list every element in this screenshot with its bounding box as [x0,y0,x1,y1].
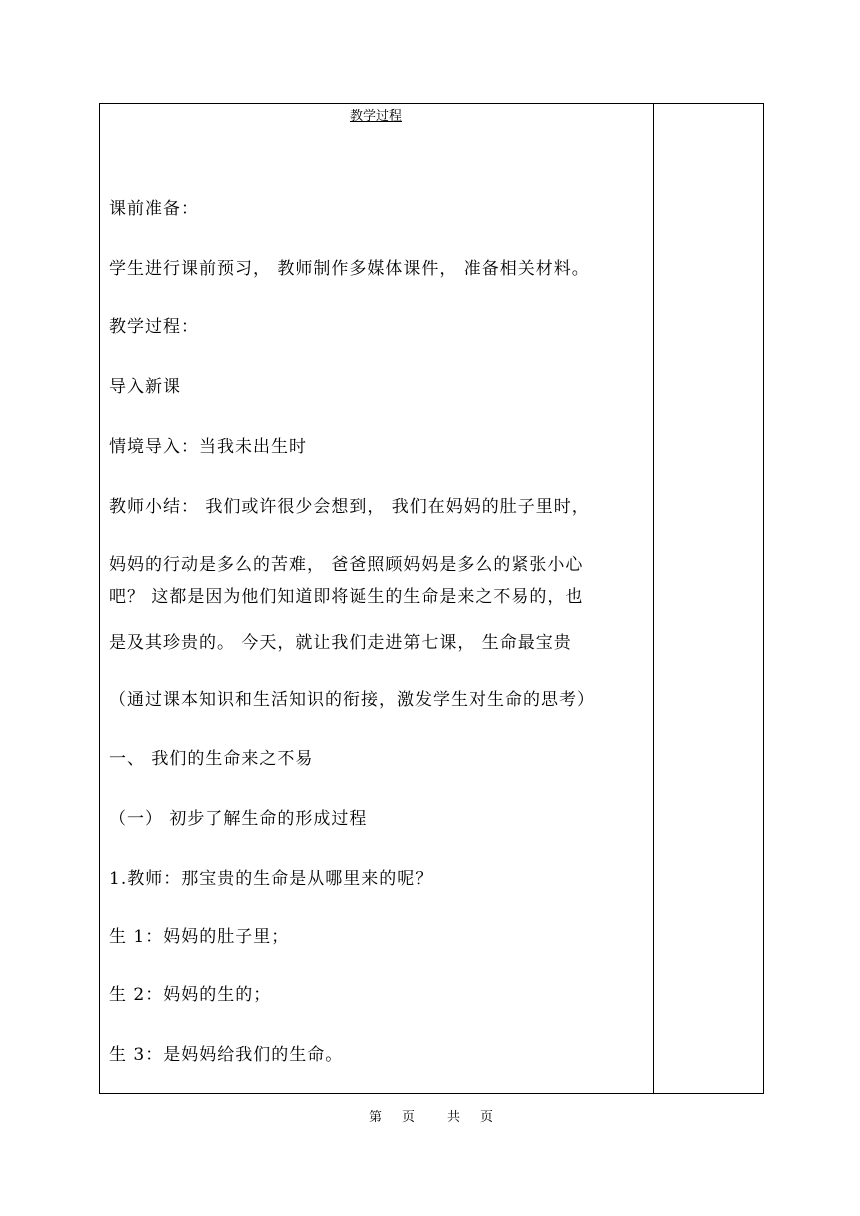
text-line: 1.教师：那宝贵的生命是从哪里来的呢？ [109,869,434,889]
total-label: 共 [447,1110,461,1125]
text-line: 教学过程： [109,317,199,337]
text-line: 一、 我们的生命来之不易 [109,749,314,769]
text-line: （一） 初步了解生命的形成过程 [109,809,368,829]
text-line: 生 3：是妈妈给我们的生命。 [109,1045,344,1065]
text-line: 生 2：妈妈的生的； [109,985,272,1005]
page-label: 第 [369,1110,383,1125]
text-line: 教师小结： 我们或许很少会想到， 我们在妈妈的肚子里时， [109,497,590,517]
text-line: 吧？ 这都是因为他们知道即将诞生的生命是来之不易的，也 [109,587,584,607]
total-unit: 页 [480,1110,494,1125]
page-unit: 页 [402,1110,416,1125]
text-line: 生 1：妈妈的肚子里； [109,927,290,947]
text-line: 妈妈的行动是多么的苦难， 爸爸照顾妈妈是多么的紧张小心 [109,555,584,575]
text-line: 是及其珍贵的。 今天，就让我们走进第七课， 生命最宝贵 [109,633,572,653]
text-line: （通过课本知识和生活知识的衔接，激发学生对生命的思考） [109,690,595,710]
table-column-divider [653,103,654,1094]
text-line: 情境导入：当我未出生时 [109,437,307,457]
page-footer [369,1109,493,1127]
text-line: 导入新课 [109,377,181,397]
text-line: 学生进行课前预习， 教师制作多媒体课件， 准备相关材料。 [109,259,590,279]
section-title: 教学过程 [349,109,402,124]
text-line: 课前准备： [109,199,199,219]
